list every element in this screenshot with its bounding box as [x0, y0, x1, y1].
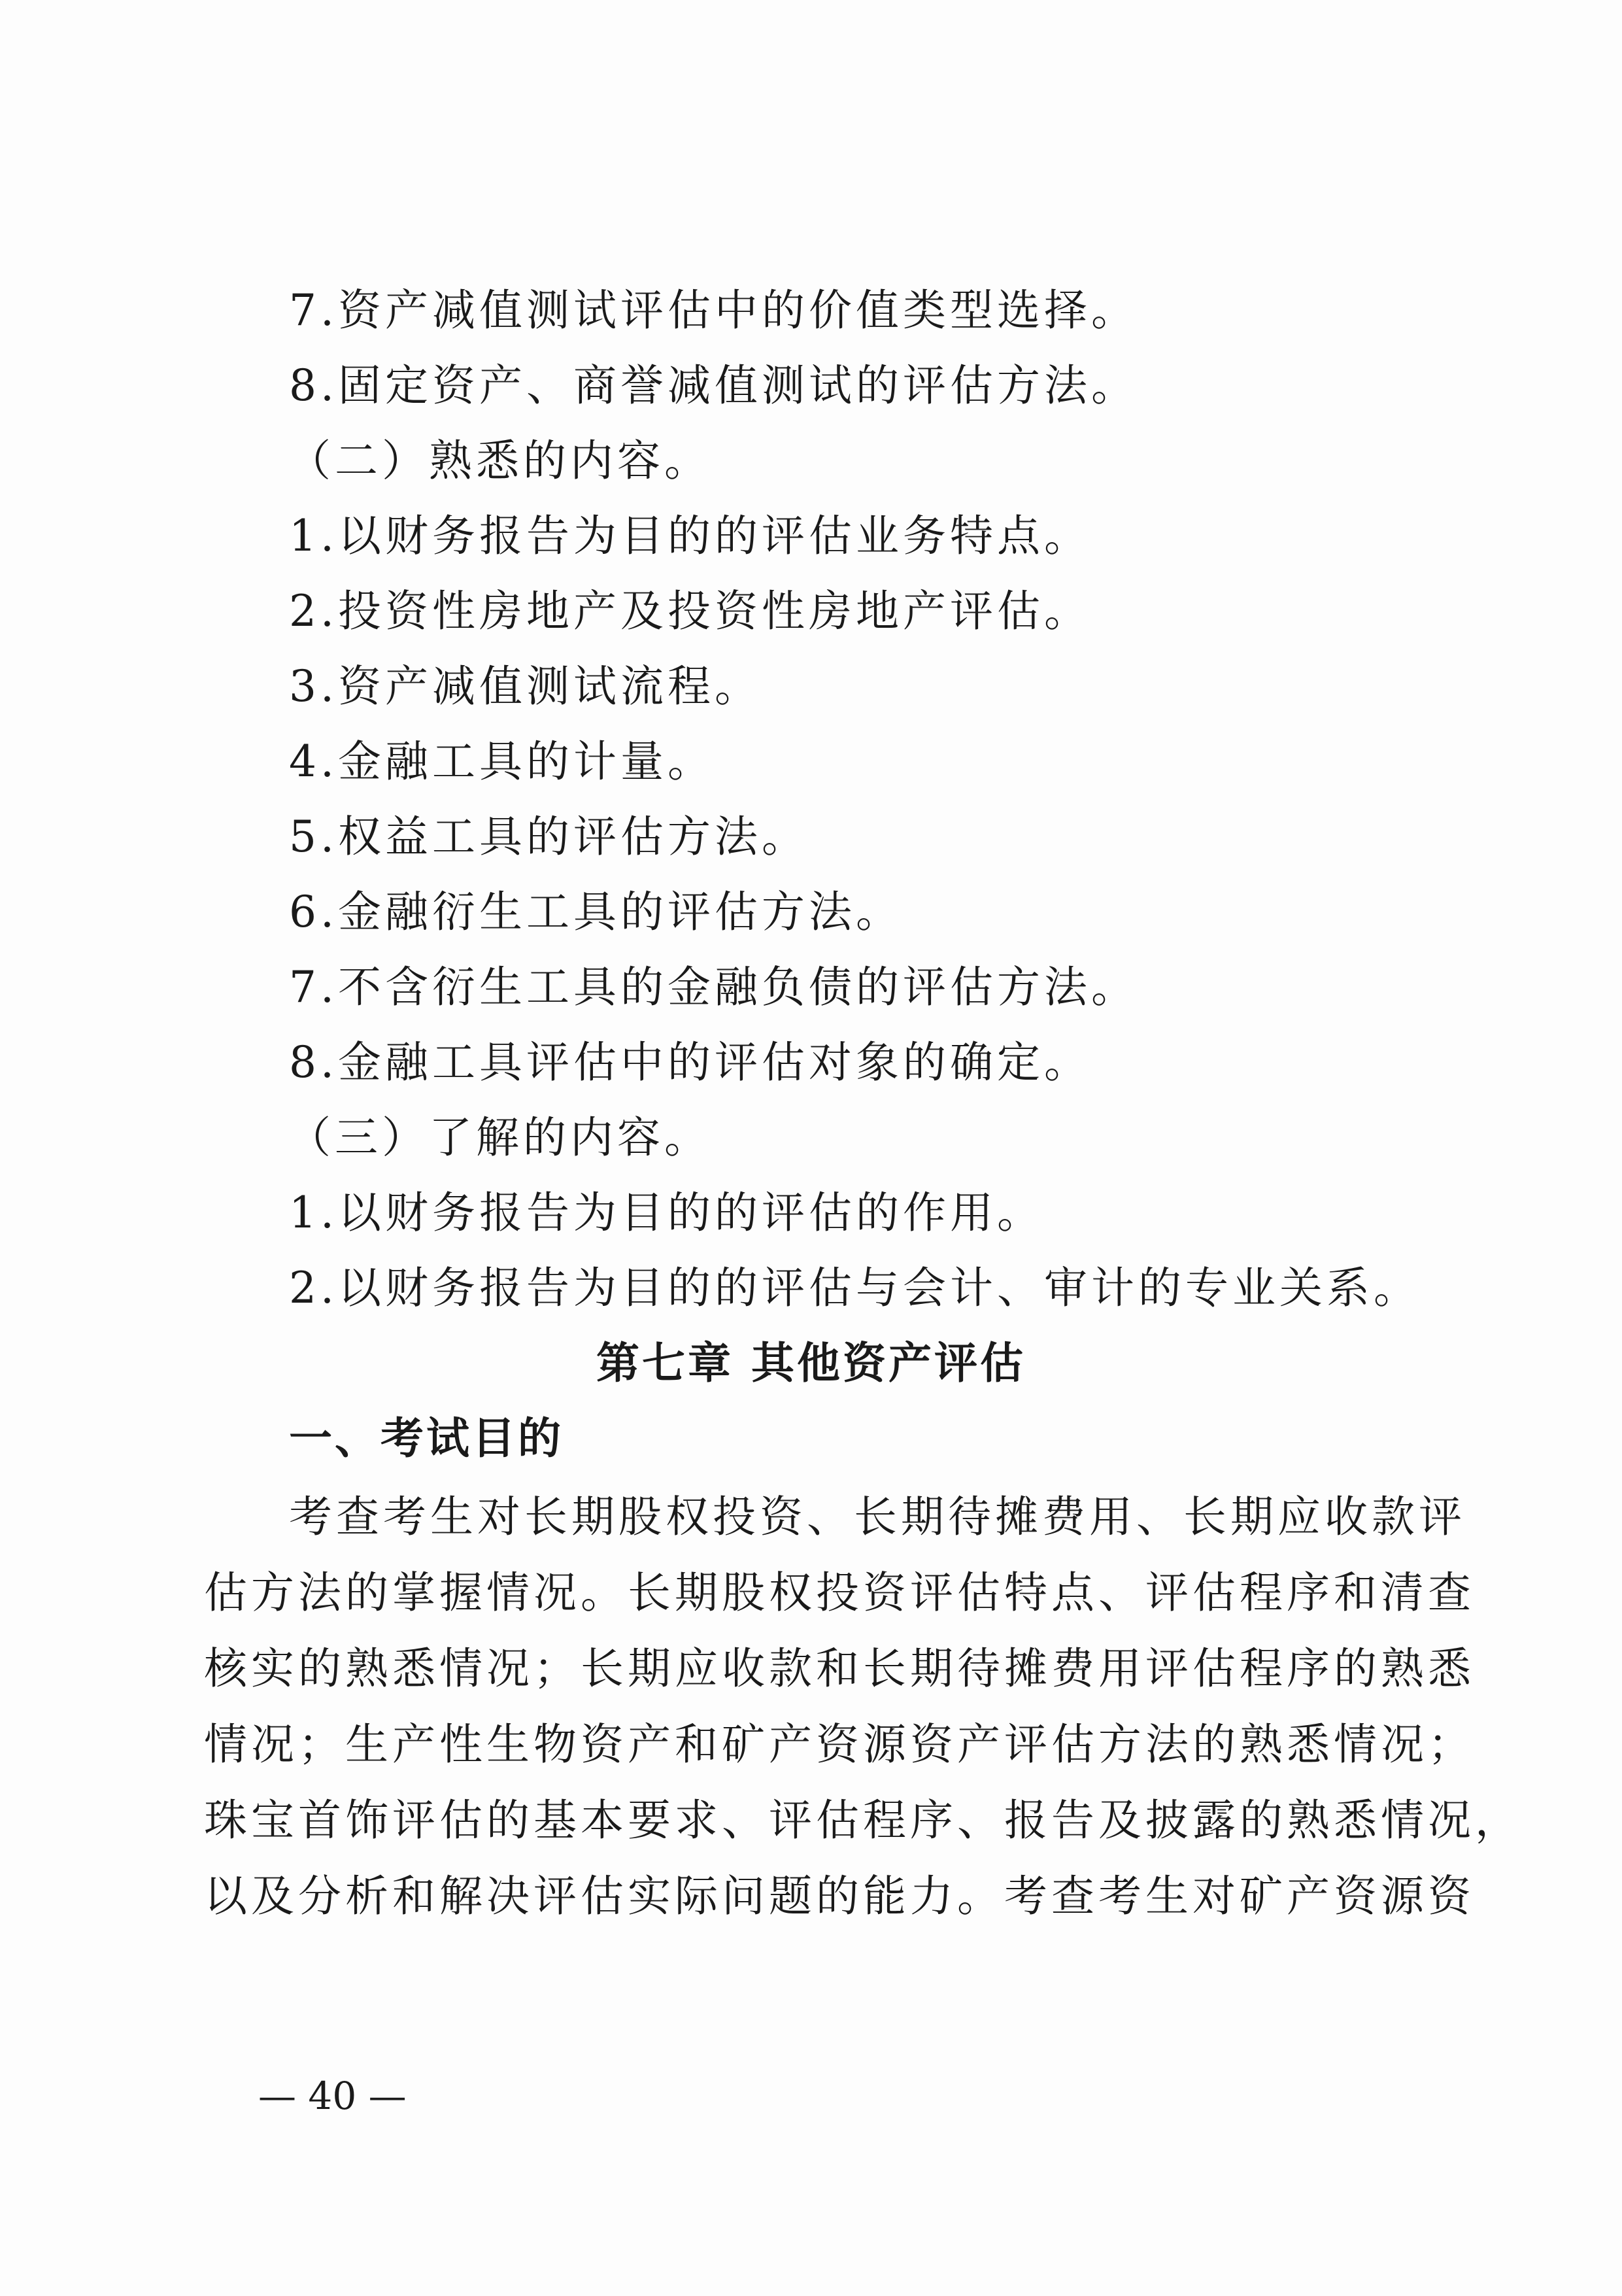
- list-item: 8.金融工具评估中的评估对象的确定。: [289, 1037, 1091, 1088]
- chapter-title: 第七章 其他资产评估: [596, 1338, 1026, 1388]
- subsection-heading: （三）了解的内容。: [288, 1112, 711, 1163]
- list-item: 7.不含衍生工具的金融负债的评估方法。: [289, 962, 1138, 1012]
- paragraph-line: 估方法的掌握情况。长期股权投资评估特点、评估程序和清查: [204, 1568, 1475, 1618]
- list-item: 8.固定资产、商誉减值测试的评估方法。: [289, 360, 1138, 411]
- subsection-heading: （二）熟悉的内容。: [288, 436, 711, 486]
- list-item: 6.金融衍生工具的评估方法。: [289, 887, 903, 937]
- paragraph-line: 核实的熟悉情况；长期应收款和长期待摊费用评估程序的熟悉: [204, 1643, 1475, 1694]
- list-item: 1.以财务报告为目的的评估的作用。: [289, 1188, 1044, 1238]
- section-title: 一、考试目的: [289, 1413, 564, 1464]
- list-item: 4.金融工具的计量。: [289, 736, 715, 787]
- paragraph-line: 情况；生产性生物资产和矿产资源资产评估方法的熟悉情况；: [204, 1719, 1475, 1770]
- body-paragraph: [204, 1479, 1522, 1934]
- paragraph-line: 考查考生对长期股权投资、长期待摊费用、长期应收款评: [289, 1492, 1466, 1542]
- list-item: 1.以财务报告为目的的评估业务特点。: [289, 511, 1091, 561]
- list-item: 2.以财务报告为目的的评估与会计、审计的专业关系。: [289, 1263, 1421, 1313]
- page-number: — 40 —: [258, 2074, 407, 2118]
- list-item: 7.资产减值测试评估中的价值类型选择。: [289, 285, 1138, 335]
- list-item: 2.投资性房地产及投资性房地产评估。: [289, 586, 1091, 636]
- list-item: 5.权益工具的评估方法。: [289, 812, 809, 862]
- list-item: 3.资产减值测试流程。: [289, 661, 762, 711]
- paragraph-line: 珠宝首饰评估的基本要求、评估程序、报告及披露的熟悉情况，: [204, 1795, 1522, 1845]
- paragraph-line: 以及分析和解决评估实际问题的能力。考查考生对矿产资源资: [204, 1871, 1475, 1921]
